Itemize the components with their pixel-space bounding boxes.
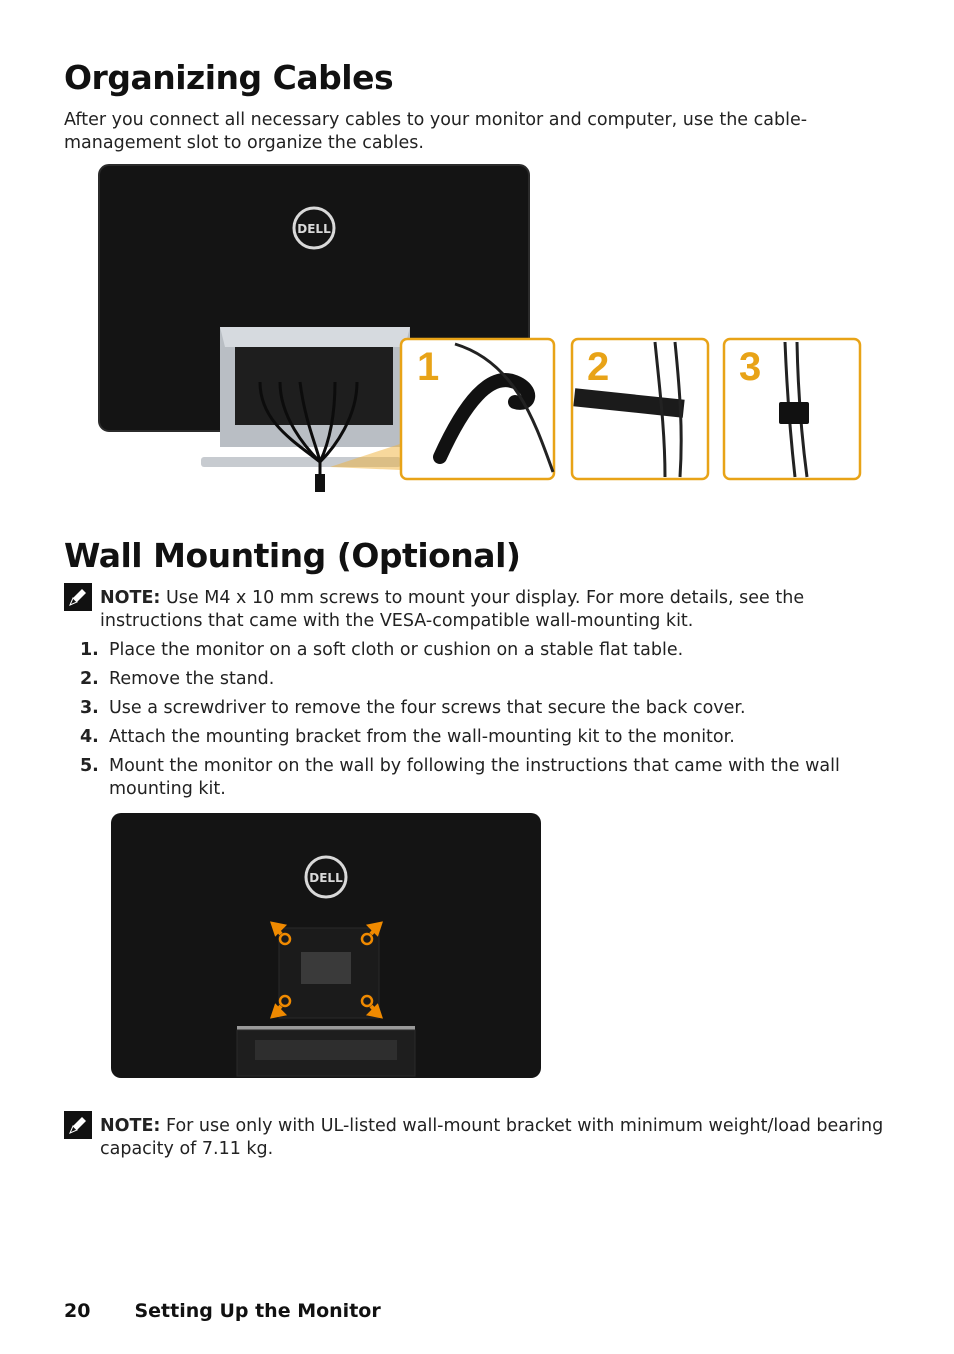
list-item <box>80 755 880 801</box>
step-number: 2. <box>80 669 99 689</box>
pencil-note-icon <box>64 583 92 611</box>
step-text: Attach the mounting bracket from the wall-mounting kit to the monitor. <box>109 727 735 747</box>
step-number: 3. <box>80 698 99 718</box>
list-item <box>80 726 880 749</box>
step-text: Place the monitor on a soft cloth or cushion on a stable flat table. <box>109 640 684 660</box>
page-title-wall-mounting: Wall Mounting (Optional) <box>64 536 521 575</box>
page-title-organizing-cables: Organizing Cables <box>64 58 394 97</box>
note-ul-listed <box>64 1115 884 1161</box>
note-text: Use M4 x 10 mm screws to mount your display. For more details, see the instructions that came with the VESA-compatible wall-mounting kit. <box>100 588 805 631</box>
chapter-title: Setting Up the Monitor <box>134 1300 381 1322</box>
callout-box-3 <box>724 339 860 479</box>
page-number: 20 <box>64 1300 91 1322</box>
organizing-cables-intro: After you connect all necessary cables to your monitor and computer, use the cable-management slot to organize the cables. <box>64 110 808 153</box>
step-text: Remove the stand. <box>109 669 275 689</box>
callout-number-2: 2 <box>587 345 610 389</box>
step-text: Mount the monitor on the wall by following the instructions that came with the wall mounting kit. <box>109 756 840 799</box>
callout-number-3: 3 <box>739 345 762 389</box>
page-footer <box>64 1300 381 1322</box>
note-text: For use only with UL-listed wall-mount bracket with minimum weight/load bearing capacity of 7.11 kg. <box>100 1116 884 1159</box>
step-number: 1. <box>80 640 99 660</box>
note-label: NOTE: <box>100 1116 161 1136</box>
callout-box-2 <box>572 339 708 479</box>
cable-management-figure <box>95 162 865 498</box>
callout-number-1: 1 <box>417 345 440 389</box>
callout-box-1 <box>401 339 554 479</box>
wall-mount-figure <box>105 808 547 1084</box>
step-number: 5. <box>80 756 99 776</box>
list-item <box>80 639 880 662</box>
note-screws <box>64 587 884 633</box>
pencil-note-icon <box>64 1111 92 1139</box>
wall-mount-steps <box>80 639 880 807</box>
step-number: 4. <box>80 727 99 747</box>
dell-logo-text: DELL <box>309 871 343 885</box>
list-item <box>80 668 880 691</box>
dell-logo-text: DELL <box>297 222 331 236</box>
note-label: NOTE: <box>100 588 161 608</box>
list-item <box>80 697 880 720</box>
step-text: Use a screwdriver to remove the four screws that secure the back cover. <box>109 698 746 718</box>
